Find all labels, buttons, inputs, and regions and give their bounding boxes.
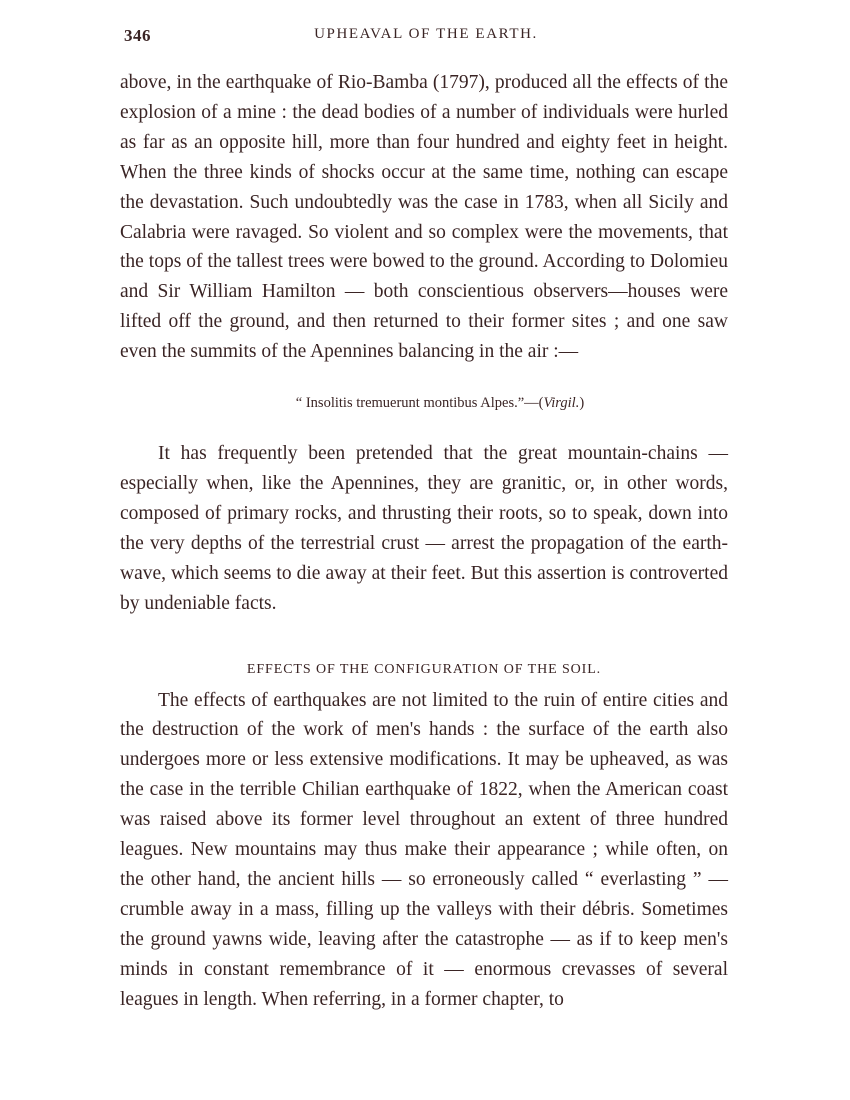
page-number: 346 — [124, 26, 151, 45]
verse-quotation — [152, 393, 728, 413]
paragraph-effects: The effects of earthquakes are not limited to the ruin of entire cities and the destruction of the work of men's hands : the surface of the earth also undergoes more or less extensive modifications. It may be upheaved, as was the case in the terrible Chilian earthquake of 1822, when the American coast was raised above its former level throughout an extent of three hundred leagues. New mountains may thus make their appearance ; while often, on the other hand, the ancient hills — so erroneously called “ everlasting ” — crumble away in a mass, filling up the valleys with their débris. Sometimes the ground yawns wide, leaving after the catastrophe — as if to keep men's minds in constant remembrance of it — enormous crevasses of several leagues in length. When referring, in a former chapter, to — [120, 689, 728, 1010]
running-title: UPHEAVAL OF THE EARTH. — [314, 26, 538, 42]
body-text — [120, 68, 728, 1014]
quote-attribution: Virgil. — [543, 395, 580, 412]
quote-close: ) — [579, 395, 585, 412]
paragraph-continuation: above, in the earthquake of Rio-Bamba (1797), produced all the effects of the explosion of a mine : the dead bodies of a number of individuals were hurled as far as an opposite hill, more than four hundred and eighty feet in height. When the three kinds of shocks occur at the same time, nothing can escape the devastation. Such undoubtedly was the case in 1783, when all Sicily and Calabria were ravaged. So violent and so complex were the movements, that the tops of the tallest trees were bowed to the ground. According to Dolomieu and Sir William Hamilton — both conscientious observers—houses were lifted off the ground, and then returned to their former sites ; and one saw even the summits of the Apennines balancing in the air :— — [120, 72, 728, 363]
page-header — [124, 26, 728, 50]
section-heading: EFFECTS OF THE CONFIGURATION OF THE SOIL. — [246, 661, 602, 677]
quote-text: “ Insolitis tremuerunt montibus Alpes.”—( — [295, 395, 544, 412]
paragraph-mountain-chains: It has frequently been pretended that the great mountain-chains — especially when, like the Apennines, they are granitic, or, in other words, composed of primary rocks, and thrusting their roots, so to speak, down into the very depths of the terrestrial crust — arrest the propagation of the earth-wave, which seems to die away at their feet. But this assertion is controverted by undeniable facts. — [120, 443, 728, 614]
